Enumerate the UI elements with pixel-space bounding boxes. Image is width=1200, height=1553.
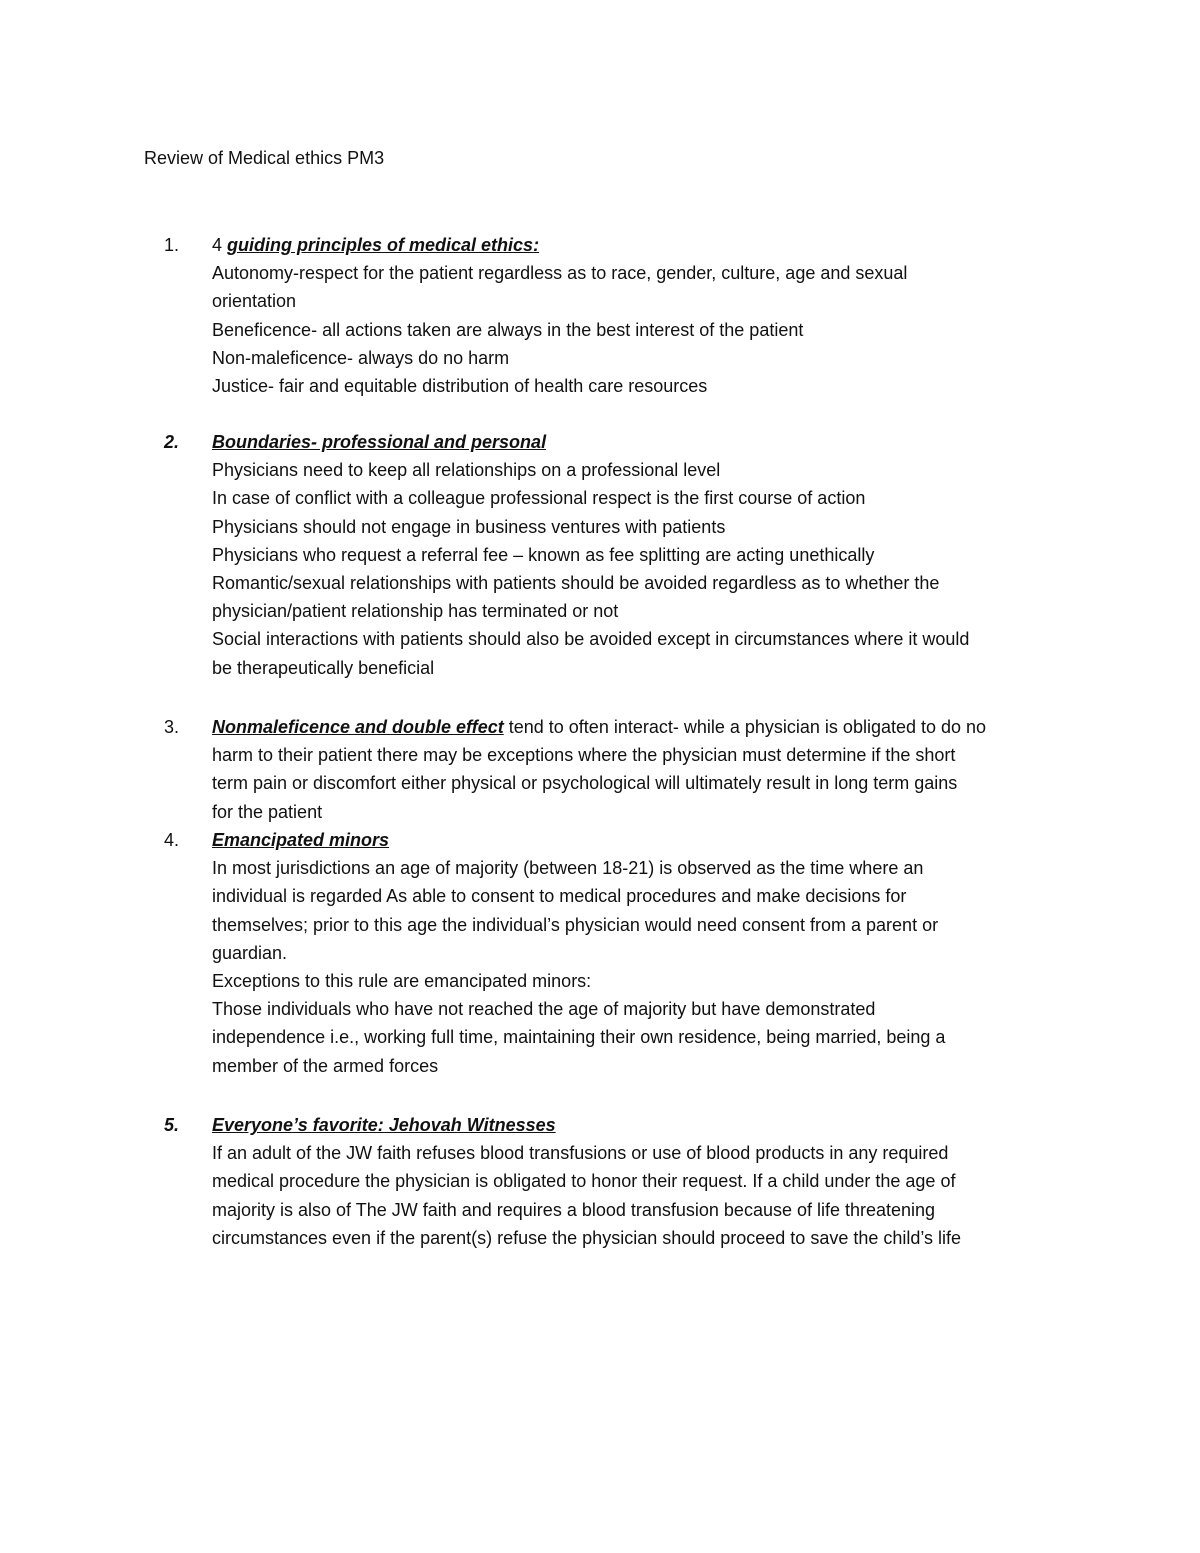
section-line: harm to their patient there may be exceptions where the physician must determine if the short — [212, 745, 956, 766]
section-number: 3. — [164, 717, 180, 737]
section-line: Romantic/sexual relationships with patients should be avoided regardless as to whether the — [212, 573, 940, 594]
section-line: guardian. — [212, 942, 288, 963]
section-line: Beneficence- all actions taken are always in the best interest of the patient — [212, 319, 804, 340]
section-body — [212, 826, 1062, 1080]
section-heading-tail: tend to often interact- while a physician is obligated to do no — [503, 717, 987, 737]
section-number: 5. — [164, 1115, 180, 1135]
section-line: physician/patient relationship has terminated or not — [212, 601, 619, 622]
section-line: member of the armed forces — [212, 1055, 439, 1076]
section-line: themselves; prior to this age the individual’s physician would need consent from a parent or — [212, 914, 939, 935]
section-heading-line — [212, 428, 1062, 456]
section-heading-line — [212, 231, 1062, 259]
section-heading-line — [212, 713, 1062, 741]
section-lead: 4 — [212, 235, 228, 255]
section-line: Those individuals who have not reached the age of majority but have demonstrated — [212, 999, 876, 1020]
section-line: In most jurisdictions an age of majority (between 18-21) is observed as the time where an — [212, 858, 924, 879]
section-line: Physicians need to keep all relationships on a professional level — [212, 460, 721, 481]
section-heading-line — [212, 826, 1062, 854]
section-line: individual is regarded As able to consent to medical procedures and make decisions for — [212, 886, 907, 907]
section-line: circumstances even if the parent(s) refuse the physician should proceed to save the child’s life — [212, 1227, 962, 1248]
section-heading: Emancipated minors — [212, 830, 390, 850]
section-line: orientation — [212, 291, 297, 312]
section-line: medical procedure the physician is obligated to honor their request. If a child under the age of — [212, 1171, 956, 1192]
section-line: In case of conflict with a colleague professional respect is the first course of action — [212, 488, 866, 509]
section-number: 1. — [164, 235, 180, 255]
section-number: 2. — [164, 432, 180, 452]
section-body — [212, 1111, 1062, 1252]
section-line: majority is also of The JW faith and requires a blood transfusion because of life threatening — [212, 1199, 936, 1220]
section-line: independence i.e., working full time, maintaining their own residence, being married, being a — [212, 1027, 946, 1048]
section-line: be therapeutically beneficial — [212, 657, 435, 678]
section-heading: Nonmaleficence and double effect — [212, 717, 504, 737]
section-line: Exceptions to this rule are emancipated minors: — [212, 971, 592, 992]
section-heading: Boundaries- professional and personal — [212, 432, 547, 452]
section-body — [212, 428, 1062, 682]
section-line: for the patient — [212, 801, 323, 822]
section-body — [212, 713, 1062, 826]
section-line: Social interactions with patients should also be avoided except in circumstances where it would — [212, 629, 970, 650]
section-line: Autonomy-respect for the patient regardless as to race, gender, culture, age and sexual — [212, 263, 908, 284]
section-line: Physicians should not engage in business ventures with patients — [212, 516, 726, 537]
section-line: term pain or discomfort either physical or psychological will ultimately result in long term gains — [212, 773, 958, 794]
section-number: 4. — [164, 830, 180, 850]
section-body — [212, 231, 1062, 400]
section-line: Physicians who request a referral fee – known as fee splitting are acting unethically — [212, 544, 875, 565]
section-heading: Everyone’s favorite: Jehovah Witnesses — [212, 1115, 556, 1135]
section-heading-line — [212, 1111, 1062, 1139]
section-line: If an adult of the JW faith refuses blood transfusions or use of blood products in any required — [212, 1143, 949, 1164]
document-title: Review of Medical ethics PM3 — [144, 148, 385, 168]
section-line: Justice- fair and equitable distribution of health care resources — [212, 376, 708, 397]
section-line: Non-maleficence- always do no harm — [212, 347, 510, 368]
section-heading: guiding principles of medical ethics: — [227, 235, 540, 255]
